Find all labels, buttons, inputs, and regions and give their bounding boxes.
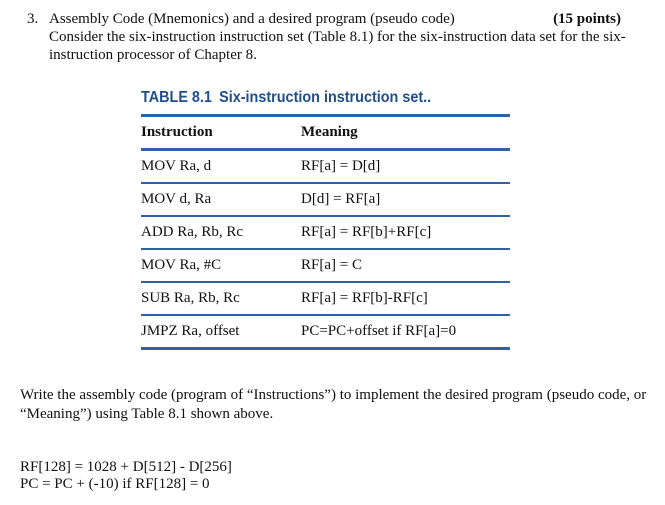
question-block	[27, 10, 647, 64]
meaning-cell: D[d] = RF[a]	[301, 183, 510, 216]
question-points: (15 points)	[553, 11, 621, 27]
instruction-cell: JMPZ Ra, offset	[141, 315, 301, 349]
instruction-table-block	[141, 88, 510, 350]
table-row	[141, 150, 510, 184]
question-description: Consider the six-instruction instruction set (Table 8.1) for the six-instruction data set for the six-instruction processor of Chapter 8.	[49, 29, 626, 63]
table-caption	[141, 88, 473, 114]
header-instruction: Instruction	[141, 116, 301, 150]
question-header	[27, 10, 647, 28]
question-number: 3.	[27, 11, 39, 27]
instruction-cell: MOV Ra, d	[141, 150, 301, 184]
table-row	[141, 249, 510, 282]
table-header-row	[141, 116, 510, 150]
instruction-table	[141, 114, 510, 350]
header-meaning: Meaning	[301, 116, 510, 150]
instruction-cell: MOV d, Ra	[141, 183, 301, 216]
instruction-cell: ADD Ra, Rb, Rc	[141, 216, 301, 249]
instruction-cell: MOV Ra, #C	[141, 249, 301, 282]
meaning-cell: RF[a] = RF[b]-RF[c]	[301, 282, 510, 315]
table-row	[141, 282, 510, 315]
meaning-cell: RF[a] = C	[301, 249, 510, 282]
pseudo-code-line: PC = PC + (-10) if RF[128] = 0	[20, 476, 210, 492]
task-prompt: Write the assembly code (program of “Instructions”) to implement the desired program (pseudo code, or “Meaning”) using Table 8.1 shown above.	[20, 387, 647, 422]
pseudo-code-line: RF[128] = 1028 + D[512] - D[256]	[20, 459, 232, 475]
meaning-cell: RF[a] = D[d]	[301, 150, 510, 184]
question-title: Assembly Code (Mnemonics) and a desired program (pseudo code)	[49, 11, 455, 27]
table-caption-number: TABLE 8.1	[141, 89, 212, 106]
meaning-cell: RF[a] = RF[b]+RF[c]	[301, 216, 510, 249]
instruction-cell: SUB Ra, Rb, Rc	[141, 282, 301, 315]
table-row	[141, 183, 510, 216]
table-row	[141, 315, 510, 349]
table-caption-title: Six-instruction instruction set..	[219, 89, 432, 106]
pseudo-code-block	[20, 459, 232, 493]
table-row	[141, 216, 510, 249]
meaning-cell: PC=PC+offset if RF[a]=0	[301, 315, 510, 349]
